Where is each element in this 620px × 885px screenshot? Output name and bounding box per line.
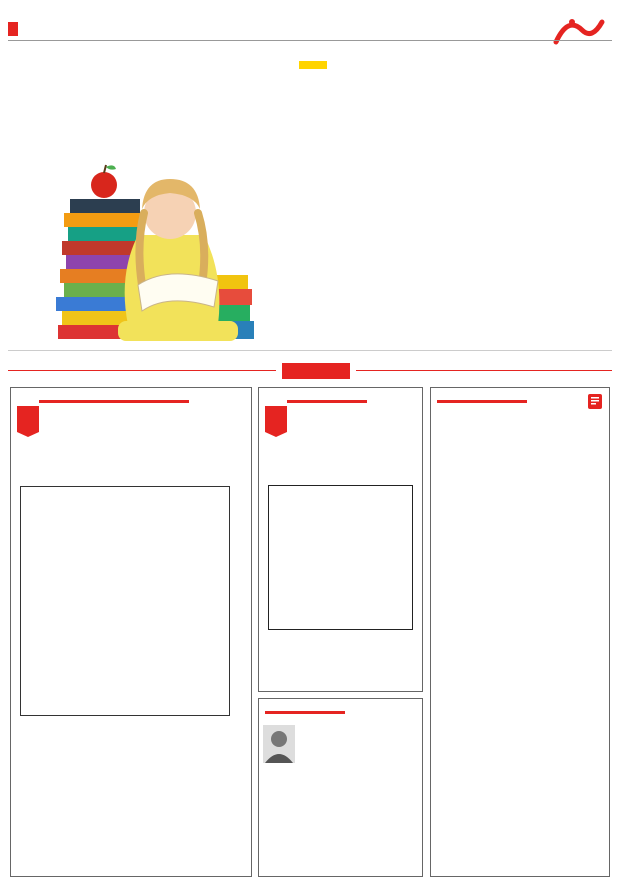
crossword-column-numbers <box>20 477 230 485</box>
story-header <box>429 388 609 404</box>
header-bar <box>437 400 527 403</box>
martyr-will-box <box>258 698 423 877</box>
will-name <box>263 717 353 723</box>
crossword-badge <box>17 406 39 432</box>
header-bar <box>39 400 189 403</box>
section-divider <box>8 350 612 351</box>
apple-icon <box>91 165 117 198</box>
sudoku-header <box>257 388 422 404</box>
sudoku-badge <box>265 406 287 432</box>
header-bar <box>287 400 367 403</box>
will-text-1 <box>343 725 419 875</box>
column-text <box>362 164 484 236</box>
crossword-row-numbers <box>231 486 241 716</box>
story-text-2 <box>435 406 519 873</box>
article-intro <box>16 101 126 133</box>
crossword-header <box>9 388 251 404</box>
page-header <box>0 0 620 58</box>
notepad-icon <box>587 392 603 410</box>
story-text-1 <box>523 418 607 873</box>
will-family <box>355 717 419 723</box>
crossword-grid[interactable] <box>20 486 230 716</box>
column-text <box>238 100 356 126</box>
martyr-portrait <box>263 725 295 763</box>
puzzle-section-tag <box>276 360 356 382</box>
short-story-box <box>430 387 610 877</box>
header-rule <box>8 40 612 41</box>
column-text <box>362 238 484 308</box>
newspaper-logo <box>548 10 608 50</box>
article-column-2 <box>362 100 484 340</box>
girl-reading-illustration <box>18 135 258 345</box>
will-text-2 <box>263 767 339 875</box>
will-header <box>257 699 422 715</box>
page-number <box>8 22 18 36</box>
column-text <box>362 100 484 162</box>
article-tag <box>299 61 327 69</box>
vertical-clues <box>14 730 128 870</box>
sudoku-grid[interactable] <box>268 485 413 630</box>
puzzle-section-title <box>282 363 350 379</box>
horizontal-clues <box>134 730 248 870</box>
column-text <box>490 200 610 290</box>
header-bar <box>265 711 345 714</box>
column-text <box>490 100 610 198</box>
article-column-1 <box>490 100 610 340</box>
